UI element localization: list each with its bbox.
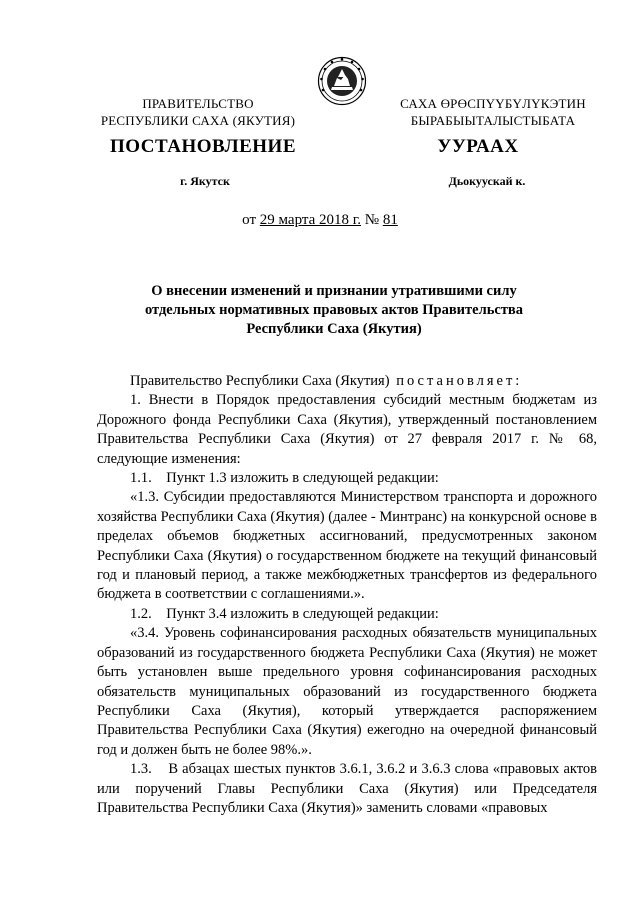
preamble-start: Правительство Республики Саха (Якутия) xyxy=(130,373,390,389)
city-sah: Дьокуускай к. xyxy=(448,174,526,188)
coat-of-arms-icon xyxy=(317,56,367,106)
paragraph-1-1-text: «1.3. Субсидии предоставляются Министерством транспорта и дорожного хозяйства Республики Саха (Якутия) (далее - Минтранс) на конкурсной основе в пределах объемов бюджетных ассигнований, предусмотренных законом Республики Саха (Якутия) о государственном бюджете на текущий финансовый год и плановый период, а также межбюджетных трансфертов из федерального бюджета в соответствии с соглашениями.». xyxy=(97,489,597,603)
preamble xyxy=(97,372,597,391)
doc-type-title-ru: ПОСТАНОВЛЕНИЕ xyxy=(109,136,297,157)
subject-line1: О внесении изменений и признании утратившими силу xyxy=(151,283,517,299)
paragraph-1-3: 1.3. В абзацах шестых пунктов 3.6.1, 3.6.2 и 3.6.3 слова «правовых актов или поручений Главы Республики Саха (Якутия) или Председателя Правительства Республики Саха (Якутия)» заменить словами «правовых xyxy=(97,761,597,816)
issuer-left xyxy=(98,95,298,129)
doc-type-title-sah: УУРААХ xyxy=(437,136,519,157)
paragraph-1-2: 1.2. Пункт 3.4 изложить в следующей редакции: xyxy=(130,605,439,622)
city-ru: г. Якутск xyxy=(180,174,230,188)
issuer-left-line2: РЕСПУБЛИКИ САХА (ЯКУТИЯ) xyxy=(100,113,296,128)
decree-date: 29 марта 2018 г. xyxy=(259,212,361,228)
decree-subject xyxy=(128,282,540,339)
subject-line2: отдельных нормативных правовых актов Правительства xyxy=(144,302,524,318)
date-number-line xyxy=(0,212,640,229)
issuer-right xyxy=(388,95,598,129)
issuer-left-line1: ПРАВИТЕЛЬСТВО xyxy=(142,96,254,111)
paragraph-1-2-text: «3.4. Уровень софинансирования расходных обязательств муниципальных образований из государственного бюджета Республики Саха (Якутия) не может быть установлен выше предельного уровня софинансирования расходных обязательств муниципальных образований из государственного бюджета Республики Саха (Якутия), который утверждается распоряжением Правительства Республики Саха (Якутия) ежегодно на очередной финансовый год и должен быть не более 98%.». xyxy=(97,625,597,758)
decree-number: 81 xyxy=(382,212,398,228)
subject-line3: Республики Саха (Якутия) xyxy=(246,321,422,337)
issuer-right-line1: САХА ӨРӨСПҮҮБҮЛҮКЭТИН xyxy=(400,96,586,111)
number-prefix: № xyxy=(361,212,383,228)
preamble-decree-word: постановляет: xyxy=(389,373,523,389)
paragraph-1-1: 1.1. Пункт 1.3 изложить в следующей редакции: xyxy=(130,470,439,487)
issuer-right-line2: БЫРАБЫЫТАЛЫСТЫБАТА xyxy=(410,113,576,128)
decree-body xyxy=(97,372,597,818)
paragraph-1: 1. Внести в Порядок предоставления субсидий местным бюджетам из Дорожного фонда Республики Саха (Якутия), утвержденный постановлением Правительства Республики Саха (Якутия) от 27 февраля 2017 г. № 68, следующие изменения: xyxy=(97,392,597,467)
date-prefix: от xyxy=(242,212,260,228)
